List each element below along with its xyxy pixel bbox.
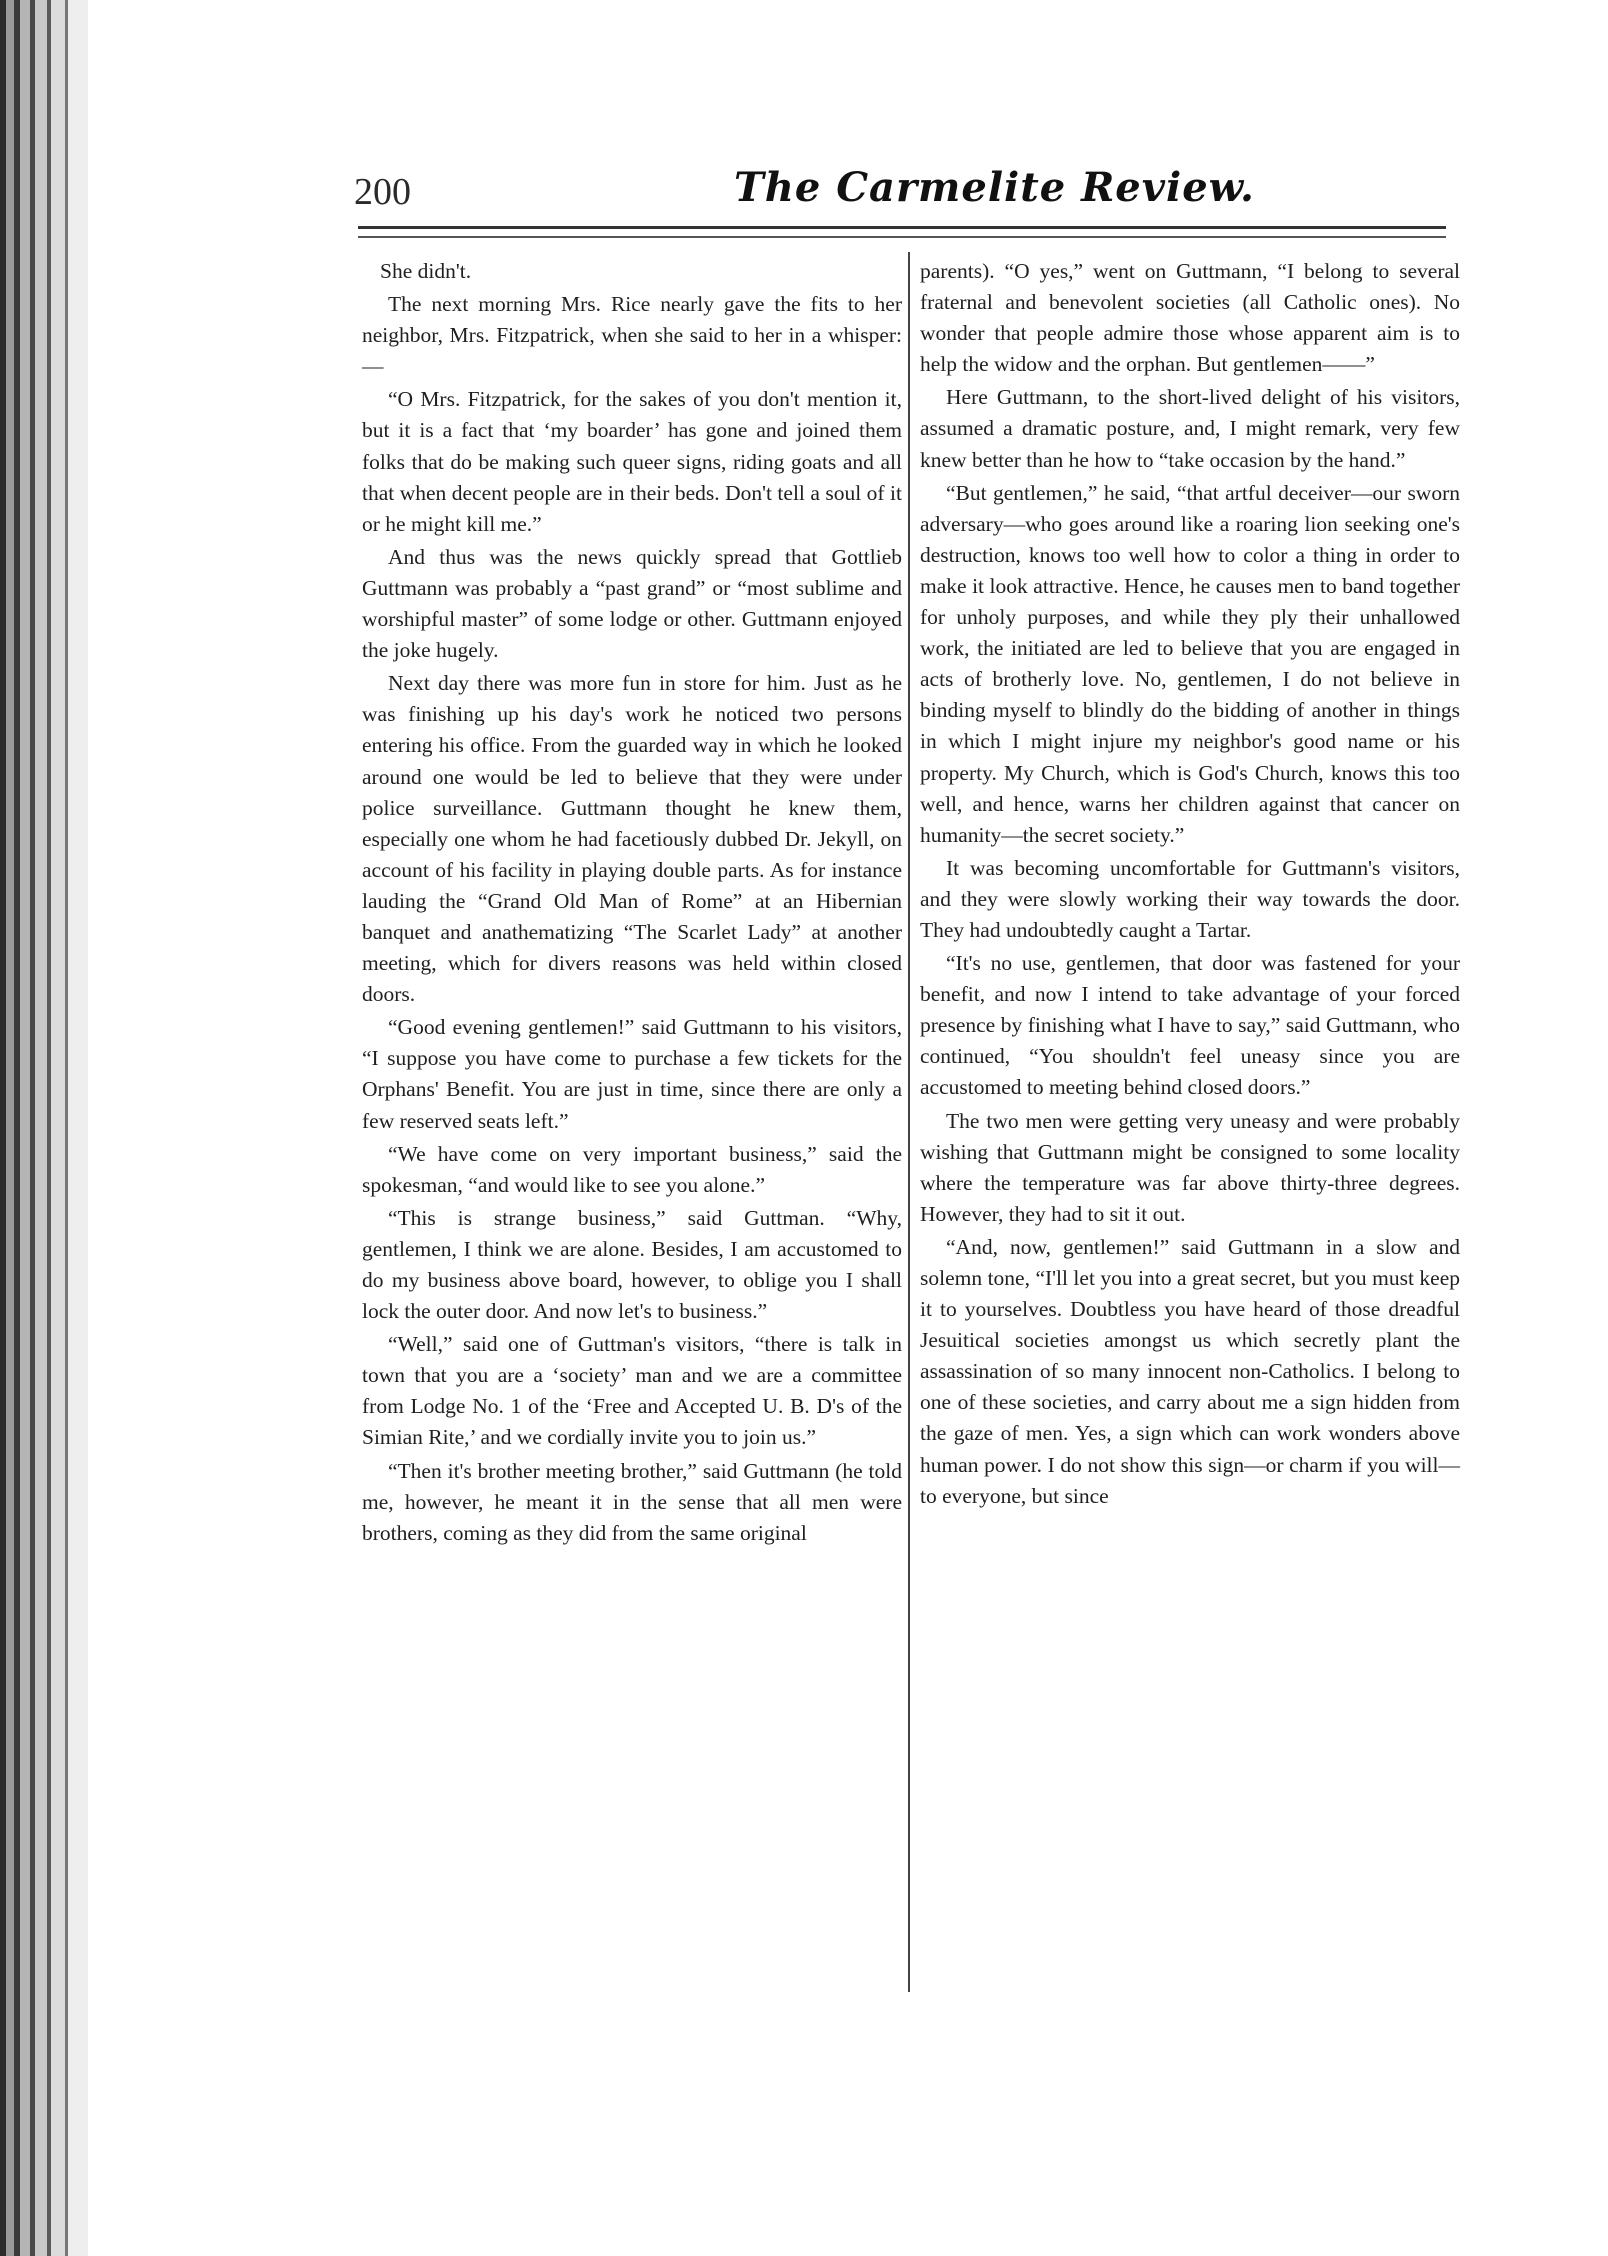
book-page-edges — [0, 0, 90, 2256]
paragraph: “It's no use, gentlemen, that door was fastened for your benefit, and now I intend to take advantage of your forced presence by finishing what I have to say,” said Guttmann, who continued, “You shouldn't feel uneasy since you are accustomed to meeting behind closed doors.” — [920, 951, 1460, 1100]
paragraph: The next morning Mrs. Rice nearly gave the fits to her neighbor, Mrs. Fitzpatrick, when she said to her in a whisper:— — [362, 292, 902, 379]
page-number: 200 — [354, 171, 411, 213]
paragraph: “We have come on very important business,” said the spokesman, “and would like to see you alone.” — [362, 1141, 902, 1197]
left-column — [362, 256, 902, 1551]
header-rule-secondary — [358, 236, 1446, 238]
paragraph: “This is strange business,” said Guttman. “Why, gentlemen, I think we are alone. Besides, I am accustomed to do my business above board, however, to oblige you I shall lock the outer door. And now let's to business.” — [362, 1205, 902, 1324]
column-divider — [908, 252, 910, 1992]
journal-title: The Carmelite Review. — [734, 164, 1255, 211]
paragraph: The two men were getting very uneasy and were probably wishing that Guttmann might be consigned to some locality where the temperature was far above thirty-three degrees. However, they had to sit it out. — [920, 1108, 1460, 1226]
header-rule — [358, 226, 1446, 229]
paragraph: Here Guttmann, to the short-lived delight of his visitors, assumed a dramatic posture, and, I might remark, very few knew better than he how to “take occasion by the hand.” — [920, 385, 1460, 472]
paragraph: “Well,” said one of Guttman's visitors, “there is talk in town that you are a ‘society’ man and we are a committee from Lodge No. 1 of the ‘Free and Accepted U. B. D's of the Simian Rite,’ and we cordially invite you to join us.” — [362, 1332, 902, 1450]
paragraph: It was becoming uncomfortable for Guttmann's visitors, and they were slowly working their way towards the door. They had undoubtedly caught a Tartar. — [920, 855, 1460, 942]
paragraph: “But gentlemen,” he said, “that artful deceiver—our sworn adversary—who goes around like a roaring lion seeking one's destruction, knows too well how to color a thing in order to make it look attractive. Hence, he causes men to band together for unholy purposes, and while they ply their unhallowed work, the initiated are led to believe that you are engaged in acts of brotherly love. No, gentlemen, I do not believe in binding myself to blindly do the bidding of another in things in which I might injure my neighbor's good name or his property. My Church, which is God's Church, knows this too well, and hence, warns her children against that cancer on humanity—the secret society.” — [920, 480, 1460, 847]
paragraph: parents). “O yes,” went on Guttmann, “I belong to several fraternal and benevolent societies (all Catholic ones). No wonder that people admire those whose apparent aim is to help the widow and the orphan. But gentlemen——” — [920, 259, 1460, 377]
page-header — [354, 150, 1454, 220]
paragraph: And thus was the news quickly spread that Gottlieb Guttmann was probably a “past grand” or “most sublime and worshipful master” of some lodge or other. Guttmann enjoyed the joke hugely. — [362, 544, 902, 663]
paragraph: She didn't. — [380, 259, 472, 283]
paragraph: “Good evening gentlemen!” said Guttmann to his visitors, “I suppose you have come to purchase a few tickets for the Orphans' Benefit. You are just in time, since there are only a few reserved seats left.” — [362, 1015, 902, 1133]
paragraph: “O Mrs. Fitzpatrick, for the sakes of you don't mention it, but it is a fact that ‘my boarder’ has gone and joined them folks that do be making such queer signs, riding goats and all that when decent people are in their beds. Don't tell a soul of it or he might kill me.” — [362, 387, 902, 536]
paragraph: “Then it's brother meeting brother,” said Guttmann (he told me, however, he meant it in the sense that all men were brothers, coming as they did from the same original — [362, 1458, 902, 1545]
paragraph: Next day there was more fun in store for him. Just as he was finishing up his day's work he noticed two persons entering his office. From the guarded way in which he looked around one would be led to believe that they were under police surveillance. Guttmann thought he knew them, especially one whom he had facetiously dubbed Dr. Jekyll, on account of his facility in playing double parts. As for instance lauding the “Grand Old Man of Rome” at an Hibernian banquet and anathematizing “The Scarlet Lady” at another meeting, which for divers reasons was held within closed doors. — [362, 671, 902, 1007]
paragraph: “And, now, gentlemen!” said Guttmann in a slow and solemn tone, “I'll let you into a great secret, but you must keep it to yourselves. Doubtless you have heard of those dreadful Jesuitical societies amongst us which secretly plant the assassination of so many innocent non-Catholics. I belong to one of these societies, and carry about me a sign hidden from the gaze of men. Yes, a sign which can work wonders above human power. I do not show this sign—or charm if you will—to everyone, but since — [920, 1234, 1460, 1508]
right-column — [920, 256, 1460, 1514]
